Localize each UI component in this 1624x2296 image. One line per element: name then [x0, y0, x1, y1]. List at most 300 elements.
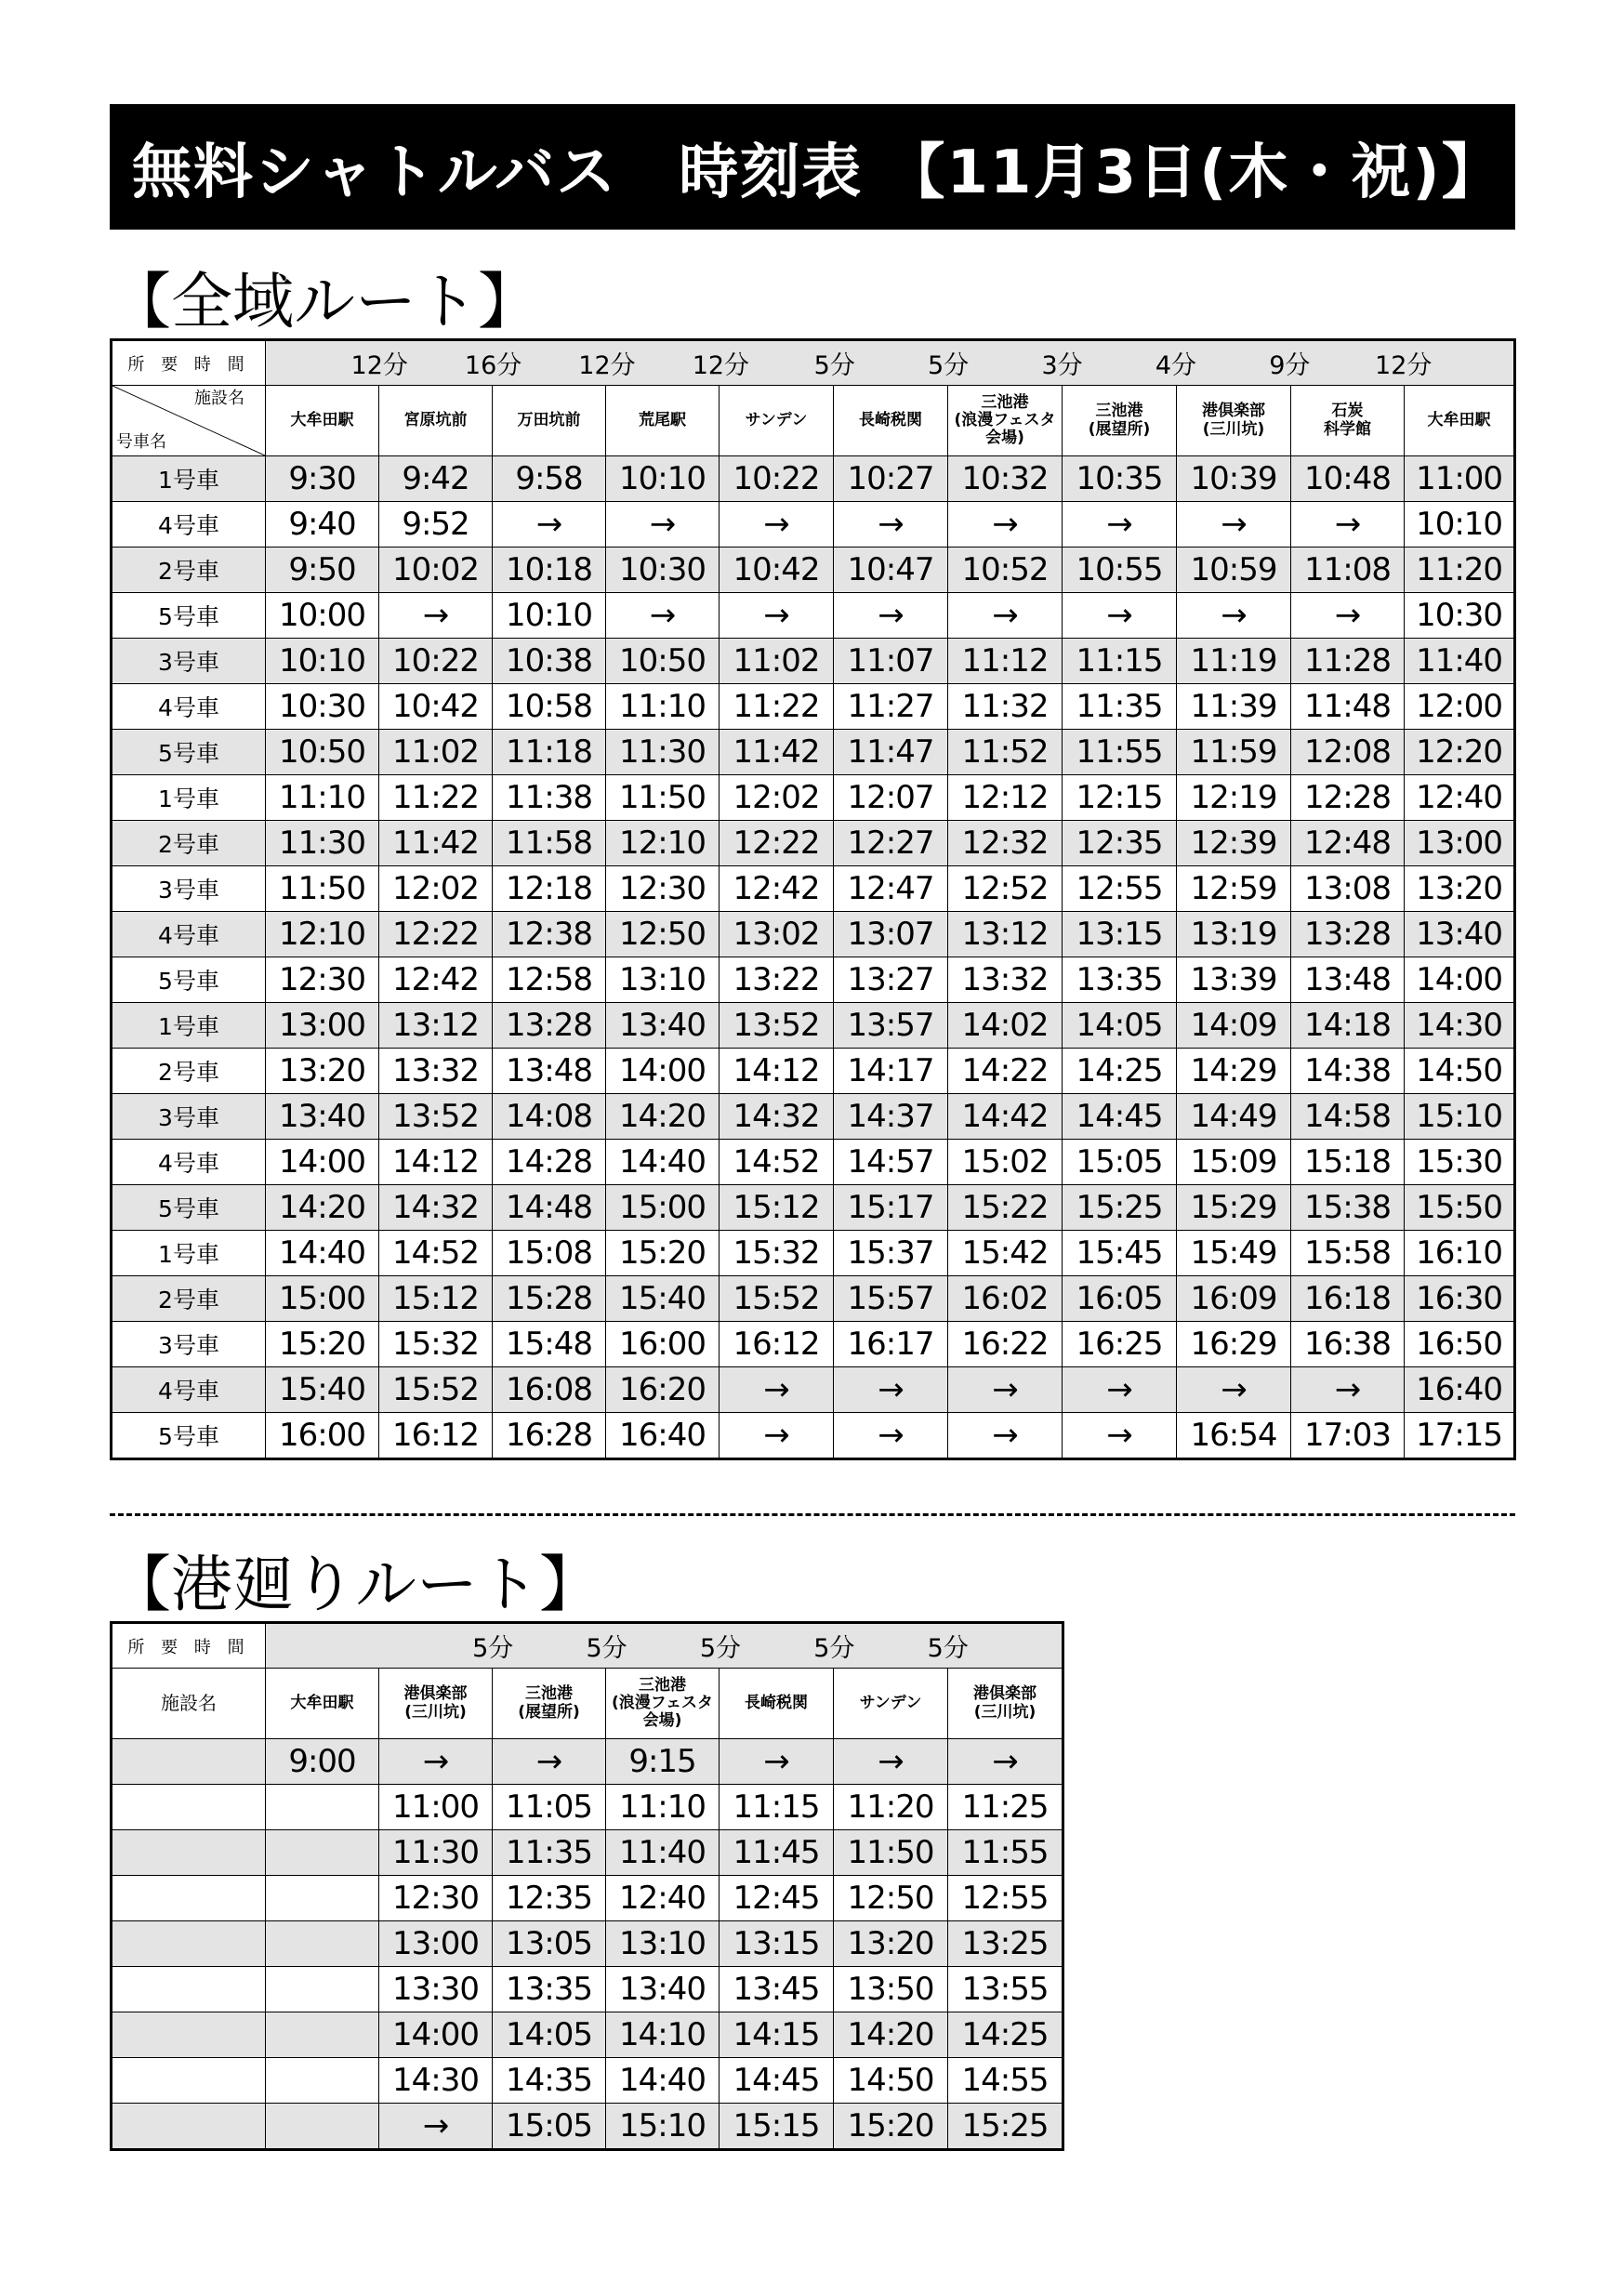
departure-time: 16:50	[1405, 1322, 1515, 1367]
departure-time: 11:15	[720, 1785, 834, 1830]
skip-arrow: →	[720, 593, 834, 639]
car-name: 2号車	[112, 821, 266, 866]
departure-time: 15:25	[948, 2104, 1063, 2150]
departure-time: 11:00	[1405, 456, 1515, 502]
departure-time: 11:58	[493, 821, 606, 866]
departure-time: 13:10	[606, 957, 720, 1003]
departure-time: 11:20	[1405, 548, 1515, 593]
departure-time: 14:52	[720, 1140, 834, 1185]
departure-time: 13:40	[1405, 912, 1515, 957]
duration-value: 5分	[699, 1634, 742, 1663]
car-name: 3号車	[112, 639, 266, 684]
skip-arrow: →	[720, 1367, 834, 1413]
table-row	[112, 1967, 1063, 2012]
stop-header: 大牟田駅	[1405, 386, 1515, 456]
car-name: 4号車	[112, 502, 266, 548]
departure-time: 10:22	[379, 639, 493, 684]
departure-time: 13:10	[606, 1921, 720, 1967]
departure-time: 13:20	[266, 1049, 379, 1094]
departure-time: 15:12	[720, 1185, 834, 1231]
departure-time: 9:42	[379, 456, 493, 502]
departure-time: 12:08	[1291, 730, 1405, 775]
departure-time: 11:02	[720, 639, 834, 684]
departure-time: 11:08	[1291, 548, 1405, 593]
departure-time: 12:45	[720, 1876, 834, 1921]
facility-label: 施設名	[194, 389, 244, 408]
departure-time: 14:05	[1063, 1003, 1177, 1049]
route2-timetable	[110, 1621, 1064, 2151]
stop-header: 長崎税関	[720, 1669, 834, 1739]
table-row	[112, 1185, 1515, 1231]
stop-header: 宮原坑前	[379, 386, 493, 456]
skip-arrow: →	[948, 1413, 1063, 1459]
required-time-label: 所 要 時 間	[112, 340, 266, 386]
skip-arrow: →	[1291, 593, 1405, 639]
required-time-label: 所 要 時 間	[112, 1623, 266, 1669]
departure-time: 12:42	[720, 866, 834, 912]
car-name	[112, 1921, 266, 1967]
departure-time: 15:05	[493, 2104, 606, 2150]
departure-time: 14:22	[948, 1049, 1063, 1094]
departure-time	[266, 1830, 379, 1876]
route1-timetable	[110, 338, 1516, 1460]
departure-time: 11:38	[493, 775, 606, 821]
car-name: 5号車	[112, 730, 266, 775]
table-row	[112, 1094, 1515, 1140]
departure-time: 10:59	[1177, 548, 1291, 593]
skip-arrow: →	[834, 1739, 948, 1785]
car-name: 5号車	[112, 1185, 266, 1231]
departure-time: 13:52	[720, 1003, 834, 1049]
departure-time: 13:25	[948, 1921, 1063, 1967]
departure-time: 13:32	[379, 1049, 493, 1094]
table-row	[112, 2012, 1063, 2058]
departure-time: 14:32	[720, 1094, 834, 1140]
skip-arrow: →	[379, 1739, 493, 1785]
departure-time: 16:54	[1177, 1413, 1291, 1459]
departure-time: 11:20	[834, 1785, 948, 1830]
departure-time: 14:40	[266, 1231, 379, 1276]
departure-time: 13:08	[1291, 866, 1405, 912]
departure-time: 13:57	[834, 1003, 948, 1049]
departure-time: 13:52	[379, 1094, 493, 1140]
departure-time: 14:38	[1291, 1049, 1405, 1094]
departure-time: 12:55	[948, 1876, 1063, 1921]
departure-time: 10:10	[606, 456, 720, 502]
skip-arrow: →	[834, 1413, 948, 1459]
departure-time: 12:55	[1063, 866, 1177, 912]
departure-time: 15:37	[834, 1231, 948, 1276]
departure-time: 14:50	[1405, 1049, 1515, 1094]
table-row	[112, 1140, 1515, 1185]
departure-time: 10:02	[379, 548, 493, 593]
table-row	[112, 912, 1515, 957]
table-row	[112, 1921, 1063, 1967]
departure-time: 16:12	[720, 1322, 834, 1367]
departure-time: 12:48	[1291, 821, 1405, 866]
departure-time: 10:30	[606, 548, 720, 593]
stop-header: 大牟田駅	[266, 1669, 379, 1739]
departure-time: 11:40	[1405, 639, 1515, 684]
table-row	[112, 1830, 1063, 1876]
departure-time: 17:03	[1291, 1413, 1405, 1459]
departure-time: 12:22	[720, 821, 834, 866]
departure-time: 15:10	[1405, 1094, 1515, 1140]
skip-arrow: →	[948, 593, 1063, 639]
departure-time: 10:38	[493, 639, 606, 684]
departure-time: 9:52	[379, 502, 493, 548]
departure-time: 15:17	[834, 1185, 948, 1231]
departure-time: 10:18	[493, 548, 606, 593]
departure-time: 11:27	[834, 684, 948, 730]
skip-arrow: →	[1063, 1367, 1177, 1413]
departure-time: 15:40	[606, 1276, 720, 1322]
stop-header: 荒尾駅	[606, 386, 720, 456]
departure-time: 12:42	[379, 957, 493, 1003]
skip-arrow: →	[834, 593, 948, 639]
departure-time: 16:17	[834, 1322, 948, 1367]
departure-time: 13:28	[1291, 912, 1405, 957]
table-row	[112, 1003, 1515, 1049]
departure-time: 11:55	[948, 1830, 1063, 1876]
departure-time: 12:50	[606, 912, 720, 957]
departure-time: 13:35	[1063, 957, 1177, 1003]
skip-arrow: →	[379, 593, 493, 639]
departure-time: 16:09	[1177, 1276, 1291, 1322]
departure-time: 13:28	[493, 1003, 606, 1049]
departure-time: 15:00	[606, 1185, 720, 1231]
facility-label: 施設名	[112, 1669, 266, 1739]
duration-value: 9分	[1269, 351, 1311, 380]
table-row	[112, 1049, 1515, 1094]
table-row	[112, 502, 1515, 548]
duration-value: 16分	[464, 351, 522, 380]
departure-time: 14:52	[379, 1231, 493, 1276]
departure-time: 12:22	[379, 912, 493, 957]
departure-time: 11:30	[379, 1830, 493, 1876]
car-name: 4号車	[112, 912, 266, 957]
skip-arrow: →	[1063, 593, 1177, 639]
departure-time: 11:05	[493, 1785, 606, 1830]
departure-time: 15:29	[1177, 1185, 1291, 1231]
skip-arrow: →	[948, 1739, 1063, 1785]
departure-time: 14:20	[606, 1094, 720, 1140]
departure-time: 13:48	[1291, 957, 1405, 1003]
departure-time: 14:42	[948, 1094, 1063, 1140]
departure-time: 14:00	[1405, 957, 1515, 1003]
departure-time: 14:30	[379, 2058, 493, 2104]
departure-time: 14:48	[493, 1185, 606, 1231]
departure-time: 14:20	[266, 1185, 379, 1231]
durations-row	[266, 340, 1515, 386]
skip-arrow: →	[493, 1739, 606, 1785]
departure-time: 14:00	[266, 1140, 379, 1185]
departure-time: 13:40	[266, 1094, 379, 1140]
departure-time: 14:40	[606, 1140, 720, 1185]
departure-time: 13:40	[606, 1003, 720, 1049]
stop-header: サンデン	[720, 386, 834, 456]
departure-time: 11:48	[1291, 684, 1405, 730]
departure-time: 14:05	[493, 2012, 606, 2058]
duration-value: 5分	[927, 1634, 969, 1663]
skip-arrow: →	[1291, 502, 1405, 548]
departure-time: 14:02	[948, 1003, 1063, 1049]
car-name: 3号車	[112, 866, 266, 912]
departure-time: 12:47	[834, 866, 948, 912]
car-name: 5号車	[112, 1413, 266, 1459]
departure-time: 12:02	[720, 775, 834, 821]
departure-time: 14:15	[720, 2012, 834, 2058]
departure-time: 16:05	[1063, 1276, 1177, 1322]
departure-time: 10:39	[1177, 456, 1291, 502]
table-row	[112, 2058, 1063, 2104]
skip-arrow: →	[1063, 1413, 1177, 1459]
departure-time: 15:20	[834, 2104, 948, 2150]
departure-time: 13:20	[834, 1921, 948, 1967]
table-row	[112, 593, 1515, 639]
departure-time: 14:45	[1063, 1094, 1177, 1140]
departure-time: 16:29	[1177, 1322, 1291, 1367]
departure-time: 13:07	[834, 912, 948, 957]
departure-time: 14:20	[834, 2012, 948, 2058]
duration-value: 4分	[1155, 351, 1197, 380]
departure-time: 12:38	[493, 912, 606, 957]
departure-time: 14:45	[720, 2058, 834, 2104]
departure-time: 11:02	[379, 730, 493, 775]
table-row	[112, 866, 1515, 912]
departure-time: 13:19	[1177, 912, 1291, 957]
departure-time: 10:42	[720, 548, 834, 593]
departure-time: 15:05	[1063, 1140, 1177, 1185]
skip-arrow: →	[948, 502, 1063, 548]
car-name: 1号車	[112, 456, 266, 502]
departure-time: 12:58	[493, 957, 606, 1003]
departure-time: 13:02	[720, 912, 834, 957]
car-name	[112, 2104, 266, 2150]
departure-time: 14:55	[948, 2058, 1063, 2104]
departure-time: 15:32	[720, 1231, 834, 1276]
departure-time: 14:57	[834, 1140, 948, 1185]
stop-header: 万田坑前	[493, 386, 606, 456]
departure-time: 15:50	[1405, 1185, 1515, 1231]
table-row	[112, 1231, 1515, 1276]
departure-time: 13:55	[948, 1967, 1063, 2012]
table-row	[112, 821, 1515, 866]
car-name: 2号車	[112, 548, 266, 593]
car-name: 4号車	[112, 1140, 266, 1185]
departure-time: 11:42	[720, 730, 834, 775]
table-row	[112, 1876, 1063, 1921]
departure-time	[266, 2058, 379, 2104]
departure-time: 13:12	[948, 912, 1063, 957]
departure-time: 15:20	[606, 1231, 720, 1276]
departure-time: 13:50	[834, 1967, 948, 2012]
duration-value: 3分	[1041, 351, 1083, 380]
departure-time: 16:18	[1291, 1276, 1405, 1322]
departure-time: 11:00	[379, 1785, 493, 1830]
durations-row	[266, 1623, 1063, 1669]
departure-time: 15:18	[1291, 1140, 1405, 1185]
departure-time: 11:52	[948, 730, 1063, 775]
table-row	[112, 957, 1515, 1003]
header-corner	[112, 386, 266, 456]
departure-time: 13:32	[948, 957, 1063, 1003]
skip-arrow: →	[720, 502, 834, 548]
departure-time: 11:59	[1177, 730, 1291, 775]
departure-time: 10:27	[834, 456, 948, 502]
departure-time: 11:50	[606, 775, 720, 821]
duration-value: 12分	[350, 351, 408, 380]
departure-time: 12:30	[606, 866, 720, 912]
departure-time: 15:30	[1405, 1140, 1515, 1185]
departure-time: 14:17	[834, 1049, 948, 1094]
departure-time: 11:40	[606, 1830, 720, 1876]
departure-time: 11:19	[1177, 639, 1291, 684]
stop-header: 港倶楽部 (三川坑)	[1177, 386, 1291, 456]
departure-time: 12:27	[834, 821, 948, 866]
departure-time: 14:10	[606, 2012, 720, 2058]
stop-header: 港倶楽部 (三川坑)	[948, 1669, 1063, 1739]
skip-arrow: →	[1291, 1367, 1405, 1413]
departure-time: 15:12	[379, 1276, 493, 1322]
departure-time: 16:20	[606, 1367, 720, 1413]
table-row	[112, 1785, 1063, 1830]
route2-title: 【港廻りルート】	[110, 1549, 601, 1620]
departure-time	[266, 2104, 379, 2150]
departure-time: 14:25	[948, 2012, 1063, 2058]
departure-time: 15:10	[606, 2104, 720, 2150]
car-name: 3号車	[112, 1094, 266, 1140]
duration-value: 12分	[692, 351, 750, 380]
skip-arrow: →	[493, 502, 606, 548]
section-divider	[110, 1513, 1515, 1516]
departure-time: 11:35	[493, 1830, 606, 1876]
table-row	[112, 730, 1515, 775]
departure-time: 14:49	[1177, 1094, 1291, 1140]
departure-time: 16:40	[1405, 1367, 1515, 1413]
car-name	[112, 2058, 266, 2104]
departure-time: 10:10	[493, 593, 606, 639]
departure-time: 13:35	[493, 1967, 606, 2012]
departure-time: 11:10	[606, 1785, 720, 1830]
departure-time: 15:45	[1063, 1231, 1177, 1276]
departure-time: 10:47	[834, 548, 948, 593]
table-row	[112, 1322, 1515, 1367]
departure-time: 10:00	[266, 593, 379, 639]
departure-time: 16:28	[493, 1413, 606, 1459]
departure-time: 14:40	[606, 2058, 720, 2104]
departure-time: 16:22	[948, 1322, 1063, 1367]
stop-header: 港倶楽部 (三川坑)	[379, 1669, 493, 1739]
departure-time: 9:30	[266, 456, 379, 502]
departure-time: 16:00	[606, 1322, 720, 1367]
departure-time: 16:02	[948, 1276, 1063, 1322]
departure-time	[266, 1921, 379, 1967]
departure-time: 11:12	[948, 639, 1063, 684]
departure-time: 16:38	[1291, 1322, 1405, 1367]
departure-time: 12:00	[1405, 684, 1515, 730]
car-name: 5号車	[112, 957, 266, 1003]
departure-time: 10:50	[606, 639, 720, 684]
departure-time: 12:30	[379, 1876, 493, 1921]
duration-value: 5分	[813, 1634, 855, 1663]
departure-time: 10:55	[1063, 548, 1177, 593]
departure-time: 15:38	[1291, 1185, 1405, 1231]
departure-time: 15:25	[1063, 1185, 1177, 1231]
departure-time: 16:08	[493, 1367, 606, 1413]
table-row	[112, 684, 1515, 730]
departure-time: 13:40	[606, 1967, 720, 2012]
departure-time	[266, 1876, 379, 1921]
departure-time: 12:19	[1177, 775, 1291, 821]
departure-time: 15:48	[493, 1322, 606, 1367]
car-name	[112, 2012, 266, 2058]
departure-time: 13:05	[493, 1921, 606, 1967]
departure-time: 15:08	[493, 1231, 606, 1276]
departure-time: 14:58	[1291, 1094, 1405, 1140]
departure-time: 11:30	[266, 821, 379, 866]
car-name: 1号車	[112, 1003, 266, 1049]
departure-time: 13:00	[379, 1921, 493, 1967]
car-name	[112, 1967, 266, 2012]
departure-time: 11:39	[1177, 684, 1291, 730]
departure-time: 11:50	[834, 1830, 948, 1876]
departure-time: 9:58	[493, 456, 606, 502]
departure-time: 13:15	[1063, 912, 1177, 957]
table-row	[112, 639, 1515, 684]
departure-time: 14:29	[1177, 1049, 1291, 1094]
departure-time: 9:40	[266, 502, 379, 548]
route1-title: 【全域ルート】	[110, 266, 539, 337]
table-row	[112, 1739, 1063, 1785]
departure-time: 16:00	[266, 1413, 379, 1459]
table-row	[112, 775, 1515, 821]
departure-time: 15:09	[1177, 1140, 1291, 1185]
departure-time: 11:55	[1063, 730, 1177, 775]
departure-time: 14:30	[1405, 1003, 1515, 1049]
departure-time: 14:28	[493, 1140, 606, 1185]
departure-time: 16:40	[606, 1413, 720, 1459]
departure-time: 11:30	[606, 730, 720, 775]
departure-time: 15:52	[720, 1276, 834, 1322]
departure-time: 15:40	[266, 1367, 379, 1413]
car-name: 2号車	[112, 1276, 266, 1322]
table-row	[112, 1367, 1515, 1413]
departure-time: 15:28	[493, 1276, 606, 1322]
departure-time: 12:59	[1177, 866, 1291, 912]
departure-time: 15:42	[948, 1231, 1063, 1276]
departure-time: 14:00	[379, 2012, 493, 2058]
departure-time: 12:40	[606, 1876, 720, 1921]
departure-time: 11:15	[1063, 639, 1177, 684]
departure-time: 15:52	[379, 1367, 493, 1413]
stop-header: 三池港 (展望所)	[1063, 386, 1177, 456]
departure-time: 14:08	[493, 1094, 606, 1140]
car-name: 5号車	[112, 593, 266, 639]
departure-time: 13:45	[720, 1967, 834, 2012]
departure-time: 17:15	[1405, 1413, 1515, 1459]
stop-header: 三池港 (浪漫フェスタ会場)	[606, 1669, 720, 1739]
duration-value: 12分	[1375, 351, 1433, 380]
departure-time: 14:12	[720, 1049, 834, 1094]
departure-time: 13:15	[720, 1921, 834, 1967]
skip-arrow: →	[720, 1413, 834, 1459]
departure-time: 12:52	[948, 866, 1063, 912]
stop-header: 三池港 (浪漫フェスタ会場)	[948, 386, 1063, 456]
departure-time: 12:28	[1291, 775, 1405, 821]
departure-time: 13:22	[720, 957, 834, 1003]
car-label: 号車名	[116, 431, 166, 452]
